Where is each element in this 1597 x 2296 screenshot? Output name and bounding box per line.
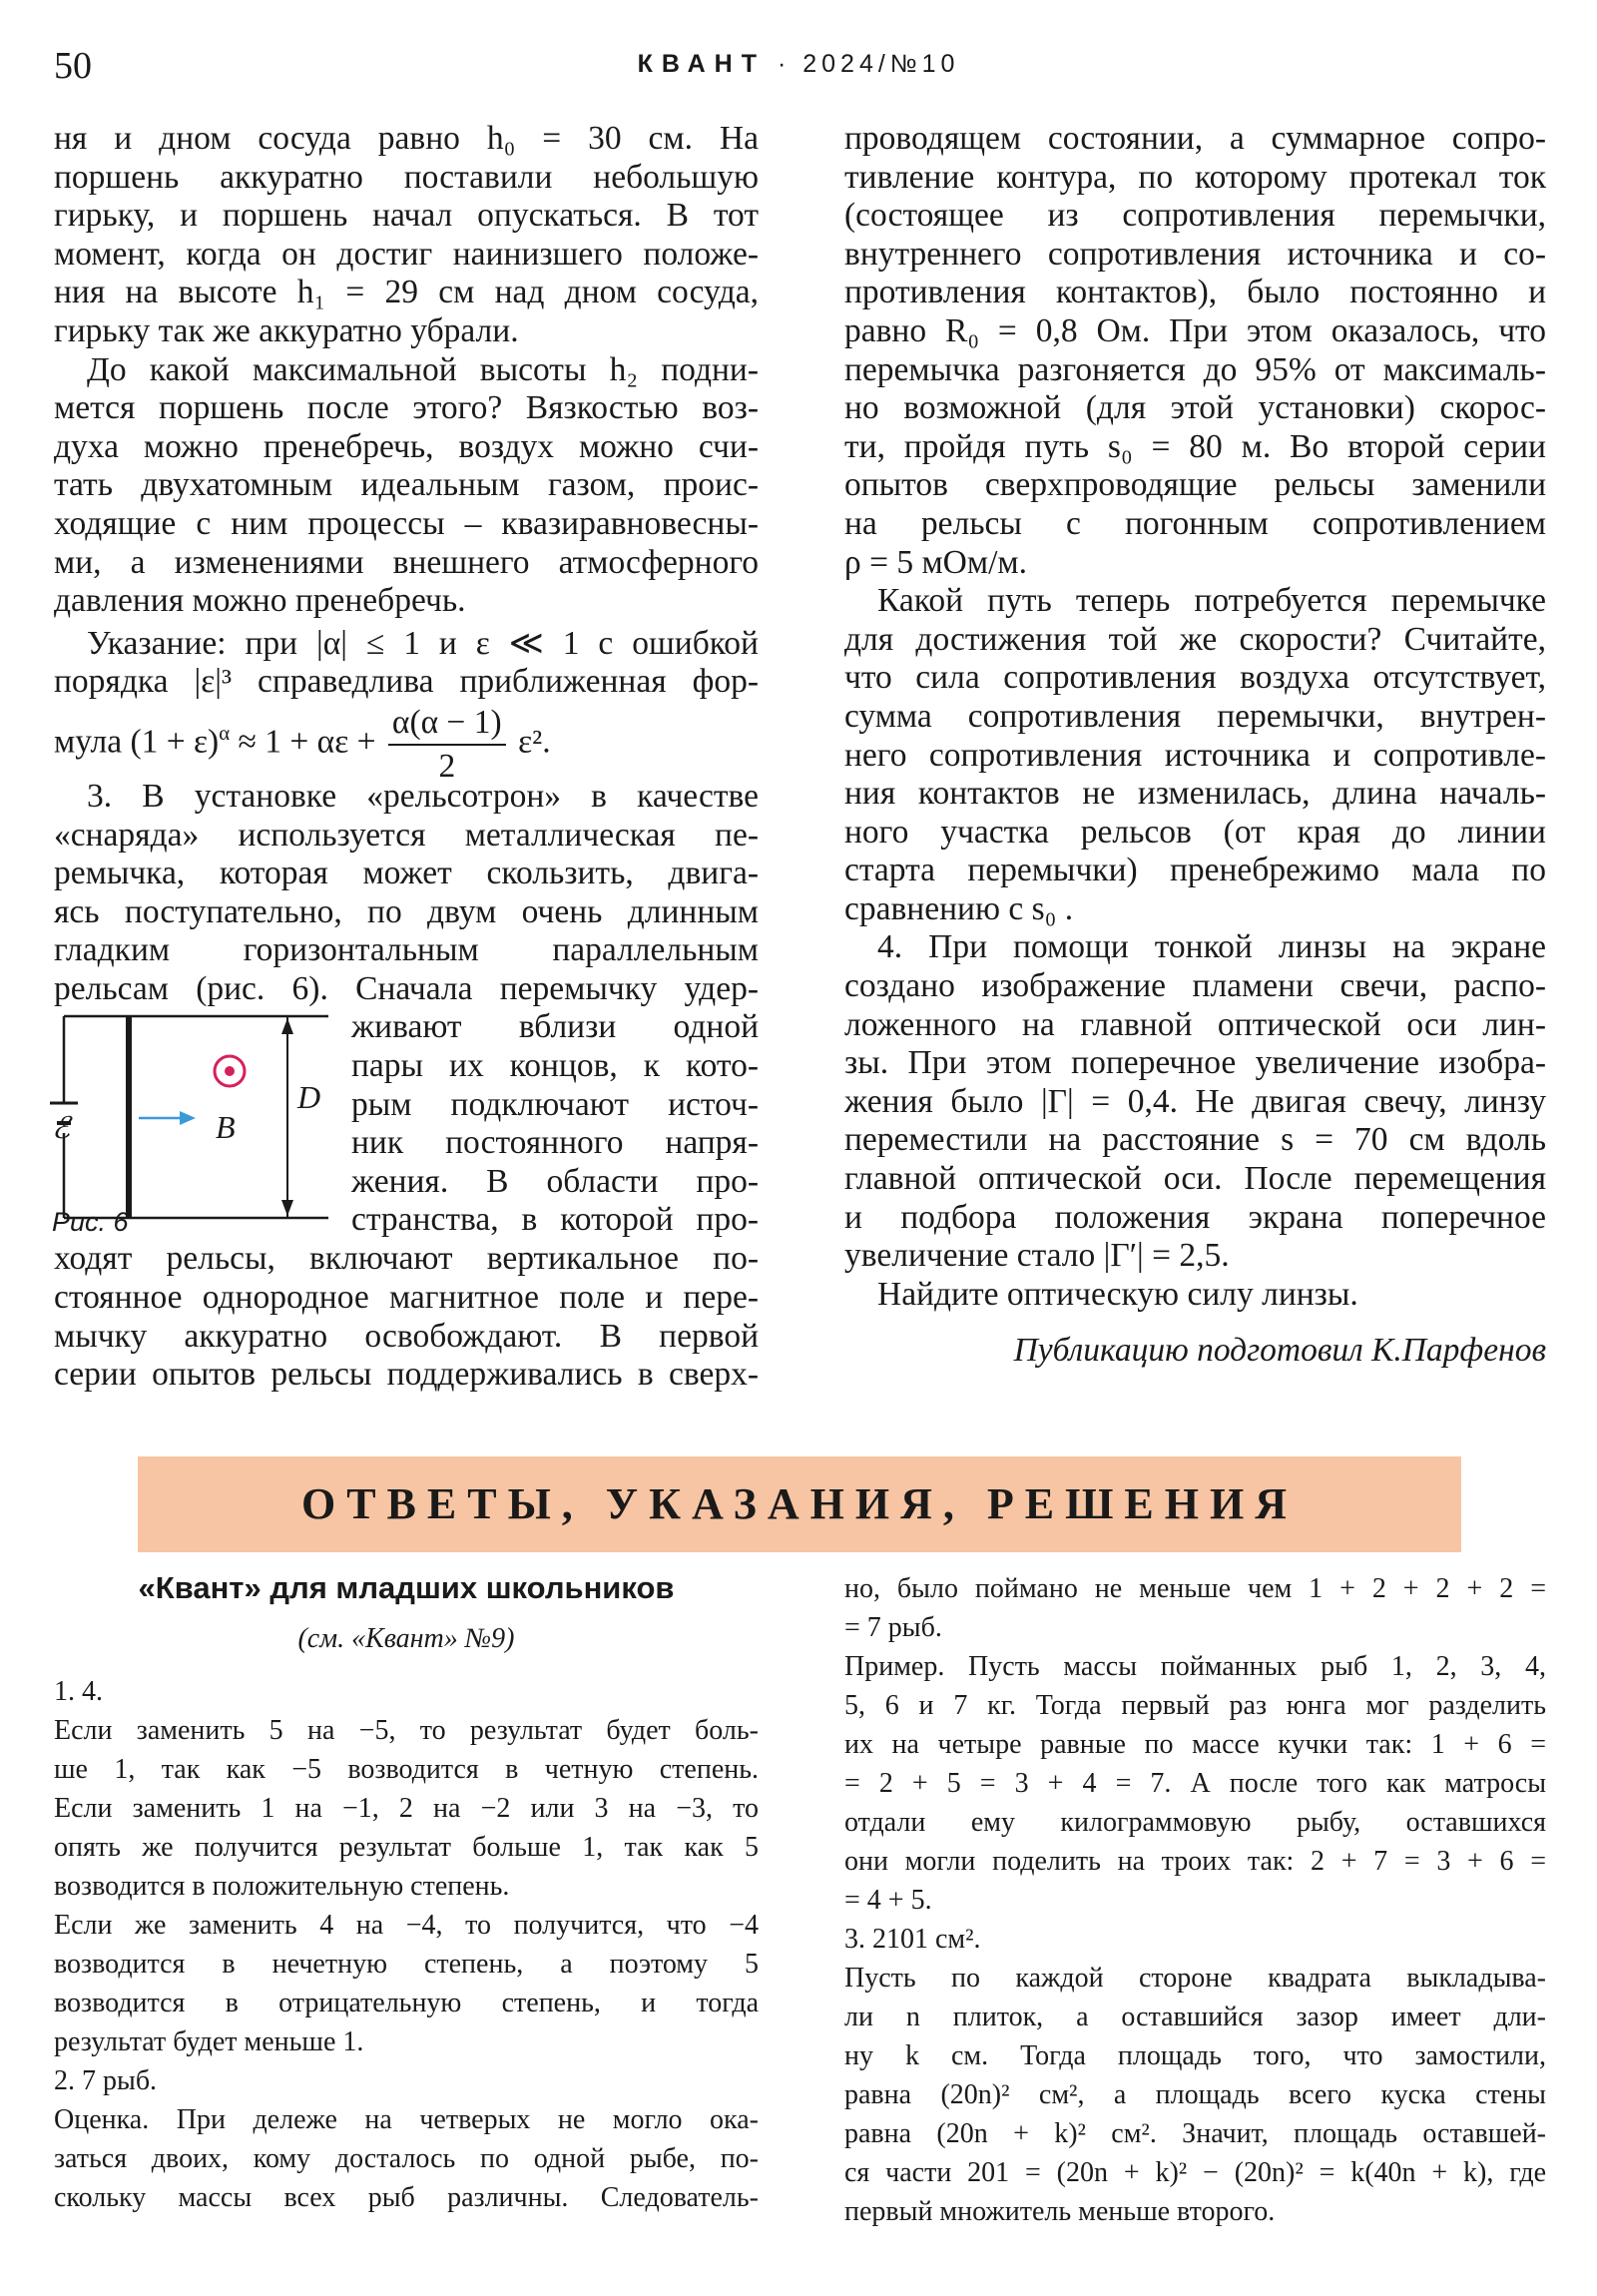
text-line: = 7 рыб. (844, 1612, 942, 1643)
arrow-head (180, 1111, 196, 1125)
text-line: духа можно пренебречь, воздух можно счи- (54, 427, 759, 465)
section-note: (см. «Квант» №9) (297, 1623, 515, 1654)
text-line: мется поршень после этого? Вязкостью воз- (54, 389, 759, 427)
answers-left-column (54, 1565, 759, 2217)
text-line: тивление контура, по которому протекал ток (844, 158, 1546, 196)
text-line: стоянное однородное магнитное поле и пере- (54, 1279, 759, 1317)
formula-part: мула (1 + ε) (54, 723, 220, 761)
text-line: гирьку, и поршень начал опускаться. В тот (54, 197, 759, 235)
text-line: но, было поймано не меньше чем 1 + 2 + 2 + 2 = (844, 1573, 1546, 1604)
label-b: B (216, 1109, 236, 1146)
problem-3 (54, 778, 759, 1395)
text-line: «снаряда» используется металлическая пе- (54, 816, 759, 854)
formula-line: мула $(1 + \varepsilon)^\alpha \approx 1 + \alpha\varepsilon$ + $\frac{\alpha(\alpha - 1)}{2}$ ε². (54, 702, 759, 778)
text-line: опытов сверхпроводящие рельсы заменили (844, 466, 1546, 504)
text-line: ник постоянного напря- (351, 1124, 759, 1162)
crossbar (126, 1016, 132, 1218)
text-line: ше 1, так как −5 возводится в четную степень. (54, 1754, 759, 1785)
answer-1-heading: 1. 4. (54, 1676, 103, 1707)
signature: Публикацию подготовил К.Парфенов (1013, 1332, 1546, 1370)
text-line: и подбора положения экрана поперечное (844, 1198, 1546, 1236)
paragraph-question (54, 351, 759, 621)
text-line: живают вблизи одной (351, 1008, 759, 1046)
text-line: увеличение стало |Γ′| = 2,5. (844, 1237, 1230, 1275)
text-line: жения. В области про- (351, 1162, 759, 1200)
paragraph-piston (54, 120, 759, 351)
text-line: порядка |ε|³ справедлива приближенная фор- (54, 663, 759, 701)
label-d: D (297, 1079, 321, 1116)
answers-right-column (844, 1569, 1546, 2231)
formula-part: ≈ 1 + αε + (238, 723, 376, 761)
text-line: возводится в положительную степень. (54, 1871, 510, 1902)
text-line: поршень аккуратно поставили небольшую (54, 158, 759, 196)
field-dot (225, 1066, 235, 1076)
page-number: 50 (54, 45, 92, 87)
answer-3-heading: 3. 2101 см². (844, 1924, 981, 1955)
text-line: ня и дном сосуда равно h₀ = 30 см. На (54, 120, 759, 157)
text-line: равна (20n + k)² см². Значит, площадь оставшей- (844, 2118, 1546, 2149)
text-line: внутреннего сопротивления источника и со- (844, 235, 1546, 273)
paragraph-hint (54, 624, 759, 785)
text-line: ния контактов не изменилась, длина началь- (844, 775, 1546, 813)
text-line: что сила сопротивления воздуха отсутствует, (844, 659, 1546, 697)
text-line: него сопротивления источника и сопротивле- (844, 736, 1546, 774)
text-line: Оценка. При дележе на четверых не могло ока- (54, 2104, 759, 2135)
dimension-arrow (281, 1200, 293, 1216)
text-line: Если заменить 1 на −1, 2 на −2 или 3 на −3, то (54, 1793, 759, 1824)
text-line: ходят рельсы, включают вертикальное по- (54, 1240, 759, 1278)
banner-title: ОТВЕТЫ, УКАЗАНИЯ, РЕШЕНИЯ (300, 1479, 1299, 1528)
text-line: заться двоих, кому досталось по одной рыбе, по- (54, 2143, 759, 2174)
text-line: Найдите оптическую силу линзы. (877, 1275, 1358, 1313)
text-line: Пусть по каждой стороне квадрата выкладыва- (844, 1963, 1546, 1994)
text-line: равно R₀ = 0,8 Ом. При этом оказалось, что (844, 311, 1546, 349)
text-line: проводящем состоянии, а суммарное сопро- (844, 120, 1546, 157)
text-line: 4. При помощи тонкой линзы на экране (877, 928, 1546, 966)
text-line: Если заменить 5 на −5, то результат будет боль- (54, 1715, 759, 1746)
text-line: серии опытов рельсы поддерживались в сверх- (54, 1356, 759, 1394)
problem-3-question (844, 582, 1546, 928)
text-line: старта перемычки) пренебрежимо мала по (844, 852, 1546, 889)
running-header (0, 50, 1597, 79)
text-line: пары их концов, к кото- (351, 1047, 759, 1085)
wrapped-text (351, 1008, 759, 1240)
text-line: 3. В установке «рельсотрон» в качестве (87, 777, 759, 815)
text-line: опять же получится результат больше 1, так как 5 (54, 1832, 759, 1863)
text-line: их на четыре равные по массе кучки так: 1 + 6 = (844, 1729, 1546, 1760)
text-line: давления можно пренебречь. (54, 582, 466, 620)
section-title: «Квант» для младших школьников (138, 1570, 675, 1605)
text-line: Указание: при |α| ≤ 1 и ε ≪ 1 с ошибкой (87, 624, 759, 662)
text-line: первый множитель меньше второго. (844, 2196, 1276, 2227)
text-line: ну k см. Тогда площадь того, что замостили, (844, 2040, 1546, 2071)
text-line: создано изображение пламени свечи, распо- (844, 967, 1546, 1005)
text-line: перемычка разгоняется до 95% от максималь- (844, 350, 1546, 388)
text-line: Какой путь теперь потребуется перемычке (877, 582, 1546, 620)
text-line: (состоящее из сопротивления перемычки, (844, 197, 1546, 235)
text-line: они могли поделить на троих так: 2 + 7 = 3 + 6 = (844, 1846, 1546, 1877)
text-line: ремычка, которая может скользить, двига- (54, 855, 759, 892)
answers-banner (138, 1456, 1461, 1552)
text-line: ходящие с ним процессы – квазиравновесны- (54, 504, 759, 542)
text-line: на рельсы с погонным сопротивлением (844, 504, 1546, 542)
text-line: мычку аккуратно освобождают. В первой (54, 1317, 759, 1355)
text-line: сумма сопротивления перемычки, внутрен- (844, 697, 1546, 735)
text-line: 5, 6 и 7 кг. Тогда первый раз юнга мог разделить (844, 1690, 1546, 1721)
fraction-denominator: 2 (438, 747, 456, 785)
text-line: жения было |Γ| = 0,4. Не двигая свечу, линзу (844, 1082, 1546, 1120)
text-line: сравнению с s₀ . (844, 889, 1074, 927)
text-line: для достижения той же скорости? Считайте, (844, 620, 1546, 658)
text-line: зы. При этом поперечное увеличение изобра- (844, 1044, 1546, 1082)
text-line: Пример. Пусть массы пойманных рыб 1, 2, 3, 4, (844, 1651, 1546, 1682)
text-line: отдали ему килограммовую рыбу, оставшихся (844, 1807, 1546, 1838)
text-line: = 2 + 5 = 3 + 4 = 7. А после того как матросы (844, 1768, 1546, 1799)
text-line: ния на высоте h₁ = 29 см над дном сосуда, (54, 274, 759, 311)
text-line: переместили на расстояние s = 70 см вдоль (844, 1121, 1546, 1159)
text-line: скольку массы всех рыб различны. Следователь- (54, 2182, 759, 2213)
issue-number: · 2024/№10 (777, 50, 960, 78)
text-line: ми, а изменениями внешнего атмосферного (54, 543, 759, 581)
right-top-column (844, 120, 1546, 1371)
answer-2-heading: 2. 7 рыб. (54, 2065, 158, 2096)
text-line: рым подключают источ- (351, 1085, 759, 1123)
text-line: странства, в которой про- (351, 1201, 759, 1239)
figure-caption: Рис. 6 (52, 1207, 129, 1238)
text-line: возводится в отрицательную степень, и тогда (54, 1988, 759, 2018)
problem-4 (844, 928, 1546, 1314)
text-line: До какой максимальной высоты h₂ подни- (87, 350, 759, 388)
left-top-column (54, 120, 759, 1395)
text-line: результат будет меньше 1. (54, 2026, 364, 2057)
text-line: ясь поступательно, по двум очень длинным (54, 892, 759, 930)
text-line: ли n плиток, а оставшийся зазор имеет дли- (844, 2002, 1546, 2032)
text-line: ρ = 5 мОм/м. (844, 543, 1027, 581)
text-line: тать двухатомным идеальным газом, проис- (54, 466, 759, 504)
text-line: гладким горизонтальным параллельным (54, 931, 759, 969)
text-line: возводится в нечетную степень, а поэтому 5 (54, 1949, 759, 1980)
text-line: момент, когда он достиг наинизшего положе- (54, 235, 759, 273)
formula-part: ε². (518, 723, 551, 761)
text-line: ного участка рельсов (от края до линии (844, 813, 1546, 851)
text-line: ти, пройдя путь s₀ = 80 м. Во второй серии (844, 427, 1546, 465)
text-line: рельсам (рис. 6). Сначала перемычку удер- (54, 969, 759, 1007)
problem-3-continued (844, 120, 1546, 582)
fraction-numerator: α(α − 1) (388, 702, 506, 746)
figure-wrap (54, 1008, 759, 1240)
fraction (388, 702, 506, 788)
text-line: гирьку так же аккуратно убрали. (54, 311, 519, 349)
label-emf: ℰ (52, 1112, 71, 1146)
text-line: = 4 + 5. (844, 1885, 932, 1916)
text-line: главной оптической оси. После перемещения (844, 1160, 1546, 1198)
journal-title: КВАНТ (637, 50, 767, 78)
text-line: Если же заменить 4 на −4, то получится, что −4 (54, 1910, 759, 1941)
text-line: ложенного на главной оптической оси лин- (844, 1005, 1546, 1043)
text-line: противления контактов), было постоянно и (844, 274, 1546, 311)
dimension-arrow (281, 1018, 293, 1034)
text-line: но возможной (для этой установки) скорос- (844, 389, 1546, 427)
text-line: ся части 201 = (20n + k)² − (20n)² = k(40n + k), где (844, 2157, 1546, 2188)
text-line: равна (20n)² см², а площадь всего куска стены (844, 2079, 1546, 2110)
